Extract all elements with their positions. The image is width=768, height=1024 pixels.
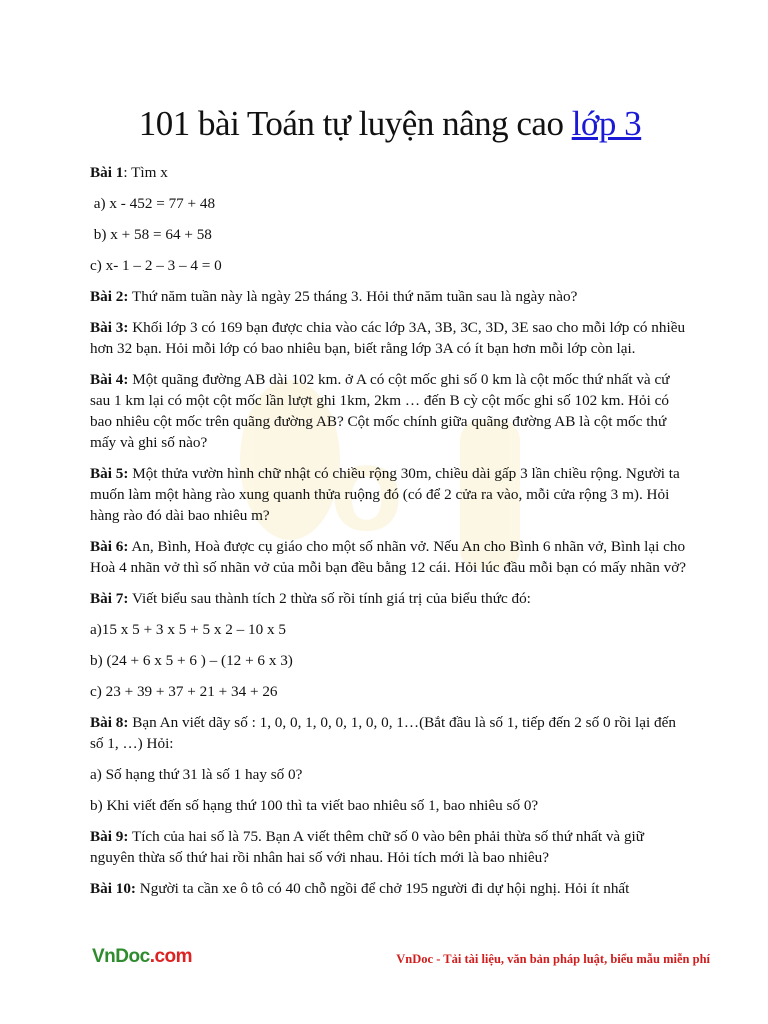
problem-line: a) x - 452 = 77 + 48 (90, 195, 216, 212)
footer-tagline: VnDoc - Tải tài liệu, văn bản pháp luật, biểu mẫu miễn phí (396, 952, 710, 966)
problem-paragraph (90, 317, 690, 359)
grade-link[interactable]: lớp 3 (571, 104, 642, 143)
problem-list (90, 162, 690, 899)
problem-line: b) Khi viết đến số hạng thứ 100 thì ta viết bao nhiêu số 1, bao nhiêu số 0? (90, 797, 539, 814)
problem-paragraph (90, 826, 690, 868)
problem-subitem (90, 764, 690, 785)
logo-suffix: .com (149, 946, 193, 967)
problem-subitem (90, 255, 690, 276)
problem-subitem (90, 795, 690, 816)
problem-label: Bài 9: (90, 828, 129, 845)
page-title (90, 104, 690, 144)
problem-label: Bài 6: (90, 538, 129, 555)
problem-label: Bài 3: (90, 319, 129, 336)
problem-label: Bài 2: (90, 288, 129, 305)
problem-text: Một thửa vườn hình chữ nhật có chiều rộng 30m, chiều dài gấp 3 lần chiều rộng. Người ta muốn làm một hàng rào xung quanh thửa ruộng đó (có để 2 cửa ra vào, mỗi cửa rộng 3 m). Hỏi hàng rào đó dài bao nhiêu m? (90, 465, 680, 524)
svg-text:o: o (330, 422, 404, 556)
document-page (90, 104, 690, 909)
problem-subitem (90, 619, 690, 640)
problem-paragraph (90, 878, 690, 899)
problem-label: Bài 10: (90, 880, 136, 897)
problem-paragraph (90, 536, 690, 578)
problem-paragraph (90, 463, 690, 526)
problem-text: Khối lớp 3 có 169 bạn được chia vào các lớp 3A, 3B, 3C, 3D, 3E sao cho mỗi lớp có nhiều hơn 32 bạn. Hỏi mỗi lớp có bao nhiêu bạn, biết rằng lớp 3A có ít bạn hơn mỗi lớp còn lại. (90, 319, 686, 357)
problem-paragraph (90, 162, 690, 183)
problem-text: Một quãng đường AB dài 102 km. ở A có cột mốc ghi số 0 km là cột mốc thứ nhất và cứ sau 1 km lại có một cột mốc lần lượt ghi 1km, 2km … đến B cỳ cột mốc ghi số 102 km. Hỏi có bao nhiêu cột mốc trên quãng đường AB? Cột mốc chính giữa quãng đường AB là cột mốc thứ mấy và ghi số nào? (90, 371, 670, 451)
problem-text: Tìm x (131, 164, 168, 181)
problem-line: c) 23 + 39 + 37 + 21 + 34 + 26 (90, 683, 278, 700)
problem-text: Người ta cần xe ô tô có 40 chỗ ngồi để chở 195 người đi dự hội nghị. Hỏi ít nhất (139, 880, 630, 897)
problem-label: Bài 7: (90, 590, 129, 607)
problem-paragraph (90, 369, 690, 453)
problem-line: a)15 x 5 + 3 x 5 + 5 x 2 – 10 x 5 (90, 621, 286, 638)
problem-text: Tích của hai số là 75. Bạn A viết thêm chữ số 0 vào bên phải thừa số thứ nhất và giữ nguyên thừa số thứ hai rồi nhân hai số với nhau. Hỏi tích mới là bao nhiêu? (90, 828, 645, 866)
problem-text: Thứ năm tuần này là ngày 25 tháng 3. Hỏi thứ năm tuần sau là ngày nào? (131, 288, 578, 305)
problem-paragraph (90, 588, 690, 609)
problem-subitem (90, 193, 690, 214)
title-prefix: 101 bài Toán tự luyện nâng cao (138, 104, 572, 143)
problem-line: a) Số hạng thứ 31 là số 1 hay số 0? (90, 766, 303, 783)
vndoc-logo (92, 946, 192, 968)
problem-text: Viết biểu sau thành tích 2 thừa số rồi tính giá trị của biểu thức đó: (131, 590, 531, 607)
problem-separator: : (123, 164, 132, 181)
page-footer (0, 944, 768, 974)
problem-line: b) x + 58 = 64 + 58 (90, 226, 212, 243)
problem-label: Bài 8: (90, 714, 129, 731)
problem-subitem (90, 681, 690, 702)
problem-subitem (90, 224, 690, 245)
problem-line: c) x- 1 – 2 – 3 – 4 = 0 (90, 257, 222, 274)
problem-label: Bài 4: (90, 371, 129, 388)
problem-paragraph (90, 286, 690, 307)
problem-line: b) (24 + 6 x 5 + 6 ) – (12 + 6 x 3) (90, 652, 293, 669)
problem-label: Bài 1 (90, 164, 124, 181)
problem-label: Bài 5: (90, 465, 129, 482)
problem-text: An, Bình, Hoà được cụ giáo cho một số nhãn vở. Nếu An cho Bình 6 nhãn vở, Bình lại cho Hoà 4 nhãn vở thì số nhãn vở của mỗi bạn đều bằng 12 cái. Hỏi lúc đầu mỗi bạn có mấy nhãn vở? (90, 538, 687, 576)
problem-text: Bạn An viết dãy số : 1, 0, 0, 1, 0, 0, 1, 0, 0, 1…(Bắt đầu là số 1, tiếp đến 2 số 0 rồi lại đến số 1, …) Hỏi: (90, 714, 676, 752)
problem-paragraph (90, 712, 690, 754)
problem-subitem (90, 650, 690, 671)
logo-main: VnDoc (92, 946, 150, 967)
